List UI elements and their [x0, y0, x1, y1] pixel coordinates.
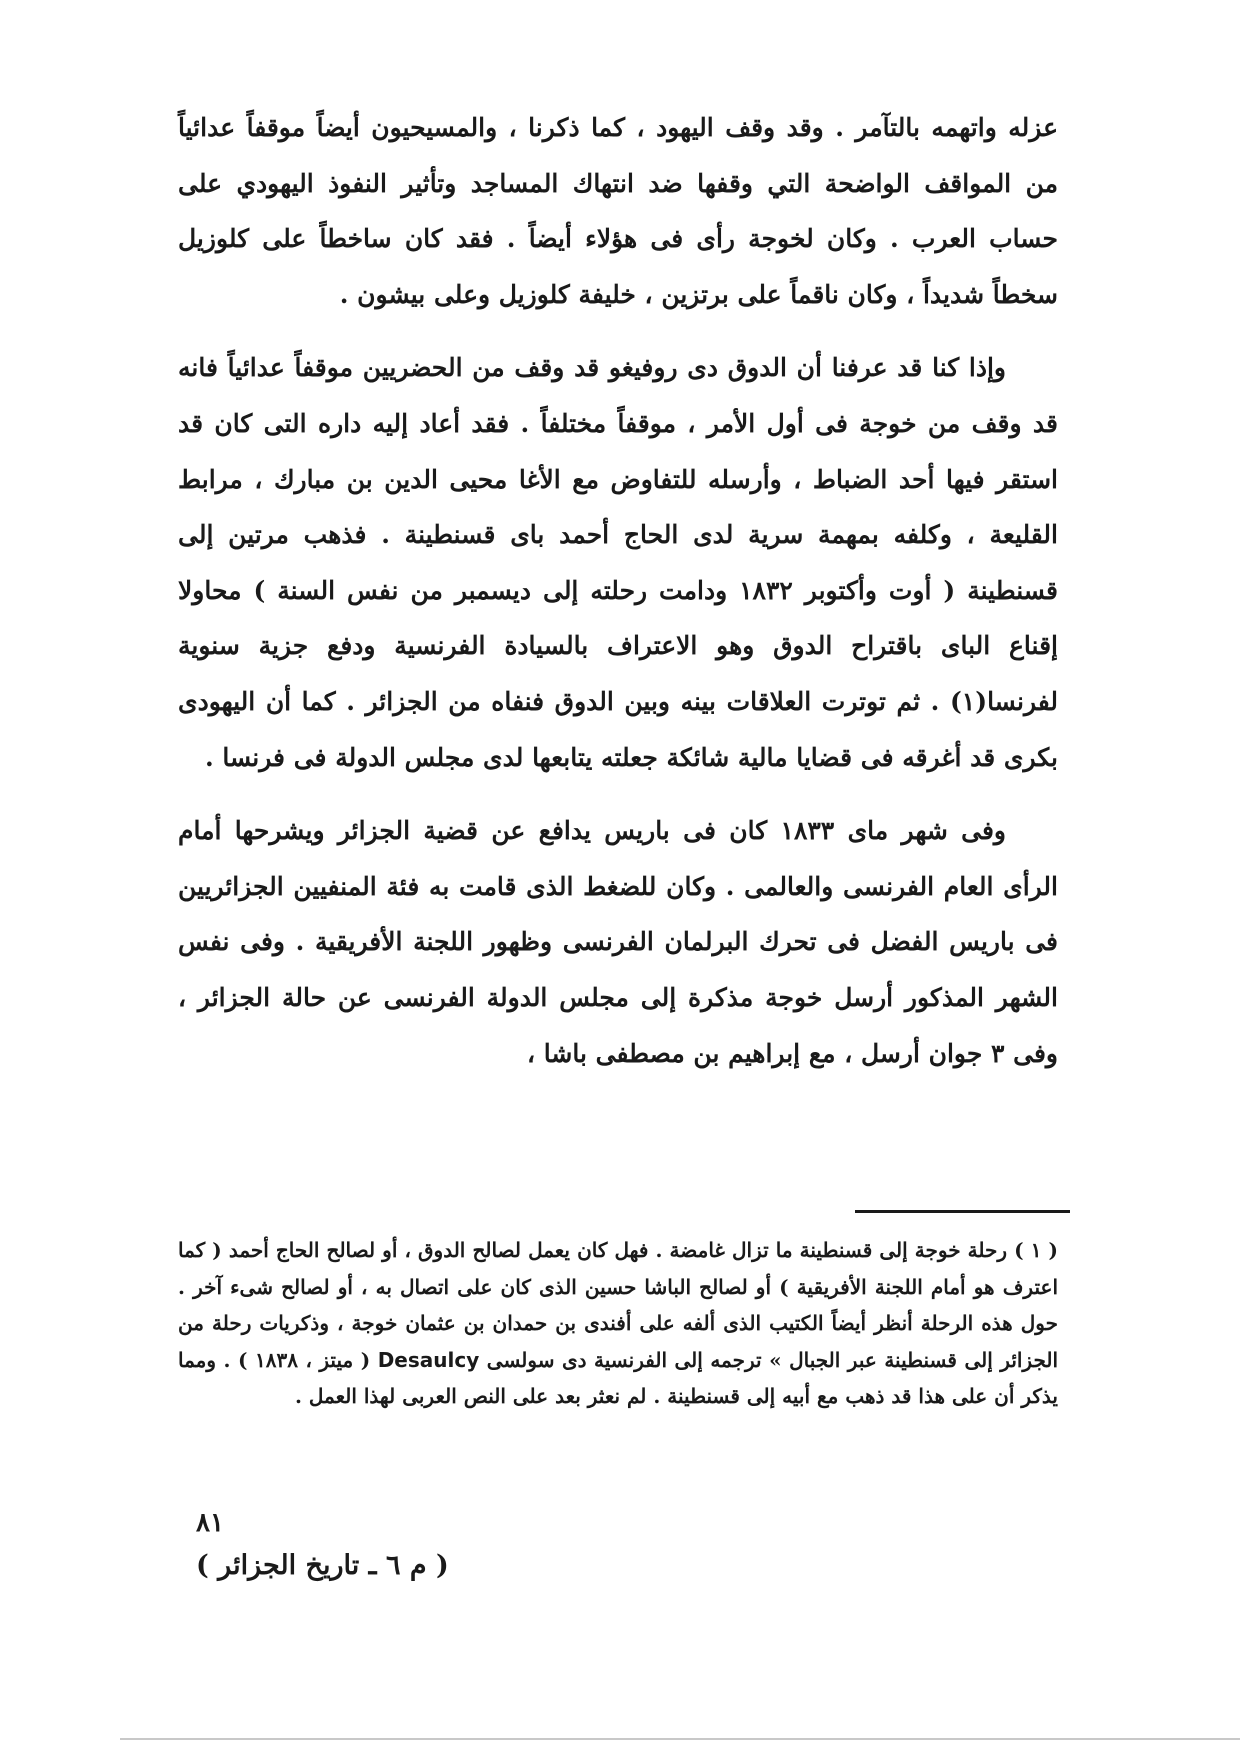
footnote-text-part-2: ( ميتز ، ١٨٣٨ ) . ومما يذكر أن على هذا قد ذهب مع أبيه إلى قسنطينة . لم نعثر بعد على النص العربى لهذا العمل .	[178, 1347, 1058, 1408]
paragraph-2: وإذا كنا قد عرفنا أن الدوق دى روفيغو قد وقف من الحضريين موقفاً عدائياً فانه قد وقف من خوجة فى أول الأمر ، موقفاً مختلفاً . فقد أعاد إليه داره التى كان قد استقر فيها أحد الضباط ، وأرسله للتفاوض مع الأغا محيى الدين بن مبارك ، مرابط القليعة ، وكلفه بمهمة سرية لدى الحاج أحمد باى قسنطينة . فذهب مرتين إلى قسنطينة ( أوت وأكتوبر ١٨٣٢ ودامت رحلته إلى ديسمبر من نفس السنة ) محاولا إقناع الباى باقتراح الدوق وهو الاعتراف بالسيادة الفرنسية ودفع جزية سنوية لفرنسا(١) . ثم توترت العلاقات بينه وبين الدوق فنفاه من الجزائر . كما أن اليهودى بكرى قد أغرقه فى قضايا مالية شائكة جعلته يتابعها لدى مجلس الدولة فى فرنسا .	[178, 353, 1059, 772]
footnote-1	[178, 1232, 1058, 1415]
paragraph-3: وفى شهر ماى ١٨٣٣ كان فى باريس يدافع عن قضية الجزائر ويشرحها أمام الرأى العام الفرنسى والعالمى . وكان للضغط الذى قامت به فئة المنفيين الجزائريين فى باريس الفضل فى تحرك البرلمان الفرنسى وظهور اللجنة الأفريقية . وفى نفس الشهر المذكور أرسل خوجة مذكرة إلى مجلس الدولة الفرنسى عن حالة الجزائر ، وفى ٣ جوان أرسل ، مع إبراهيم بن مصطفى باشا ،	[178, 816, 1058, 1068]
footnote-latin-name: Desaulcy	[377, 1347, 480, 1372]
main-text	[178, 100, 1058, 1081]
page-number: ٨١	[196, 1508, 224, 1538]
paragraph-1: عزله واتهمه بالتآمر . وقد وقف اليهود ، كما ذكرنا ، والمسيحيون أيضاً موقفاً عدائياً من المواقف الواضحة التي وقفها ضد انتهاك المساجد وتأثير النفوذ اليهودي على حساب العرب . وكان لخوجة رأى فى هؤلاء أيضاً . فقد كان ساخطاً على كلوزيل سخطاً شديداً ، وكان ناقماً على برتزين ، خليفة كلوزيل وعلى بيشون .	[178, 113, 1058, 309]
footnote-text-part-1: ( ١ ) رحلة خوجة إلى قسنطينة ما تزال غامضة . فهل كان يعمل لصالح الدوق ، أو لصالح الحاج أحمد ( كما اعترف هو أمام اللجنة الأفريقية ) أو لصالح الباشا حسين الذى كان على اتصال به ، أو لصالح شىء آخر . حول هذه الرحلة أنظر أيضاً الكتيب الذى ألفه على أفندى بن حمدان بن عثمان خوجة ، وذكريات رحلة من الجزائر إلى قسنطينة عبر الجبال » ترجمه إلى الفرنسية دى سولسى	[178, 1238, 1059, 1372]
footnote-divider	[855, 1210, 1070, 1213]
page-bottom-edge	[120, 1738, 1240, 1740]
footnote-section	[178, 1232, 1058, 1415]
signature-mark: ( م ٦ ـ تاريخ الجزائر )	[196, 1550, 449, 1581]
